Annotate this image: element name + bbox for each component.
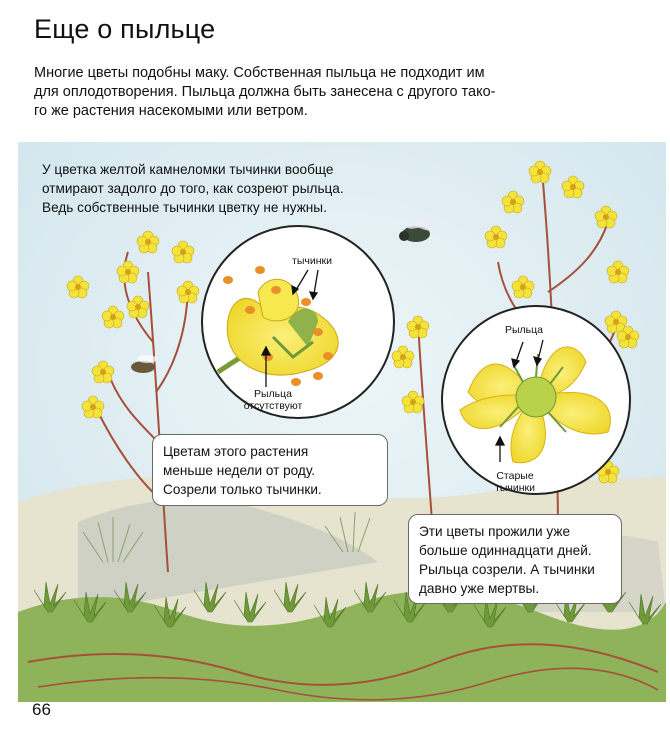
page-title: Еще о пыльце <box>34 14 216 44</box>
label-stigmas-absent: Рыльца отсутствуют <box>243 388 303 412</box>
page-number: 66 <box>32 700 51 719</box>
callout-line: Эти цветы прожили уже <box>419 524 571 539</box>
callout-line: Цветам этого растения <box>163 444 309 459</box>
callout-line: давно уже мертвы. <box>419 581 540 596</box>
caption-line: У цветка желтой камнеломки тычинки вообще <box>42 162 334 177</box>
intro-paragraph <box>34 64 594 121</box>
callout-young-flowers <box>152 434 388 506</box>
callout-line: Созрели только тычинки. <box>163 482 322 497</box>
caption-line: Ведь собственные тычинки цветку не нужны. <box>42 200 327 215</box>
label-old-stamens: Старые тычинки <box>495 470 535 494</box>
intro-line: Многие цветы подобны маку. Собственная пыльца не подходит им <box>34 65 485 81</box>
saxifrage-illustration <box>18 142 666 702</box>
illustration-caption <box>42 160 402 217</box>
label-stigmas: Рыльца <box>504 324 543 336</box>
callout-line: больше одиннадцати дней. <box>419 543 592 558</box>
intro-line: го же растения насекомыми или ветром. <box>34 103 308 119</box>
intro-line: для оплодотворения. Пыльца должна быть занесена с другого тако- <box>34 84 496 100</box>
caption-line: отмирают задолго до того, как созреют рыльца. <box>42 181 344 196</box>
callout-old-flowers <box>408 514 622 604</box>
callout-line: меньше недели от роду. <box>163 463 316 478</box>
callout-line: Рыльца созрели. А тычинки <box>419 562 595 577</box>
label-stamens: тычинки <box>292 255 332 267</box>
